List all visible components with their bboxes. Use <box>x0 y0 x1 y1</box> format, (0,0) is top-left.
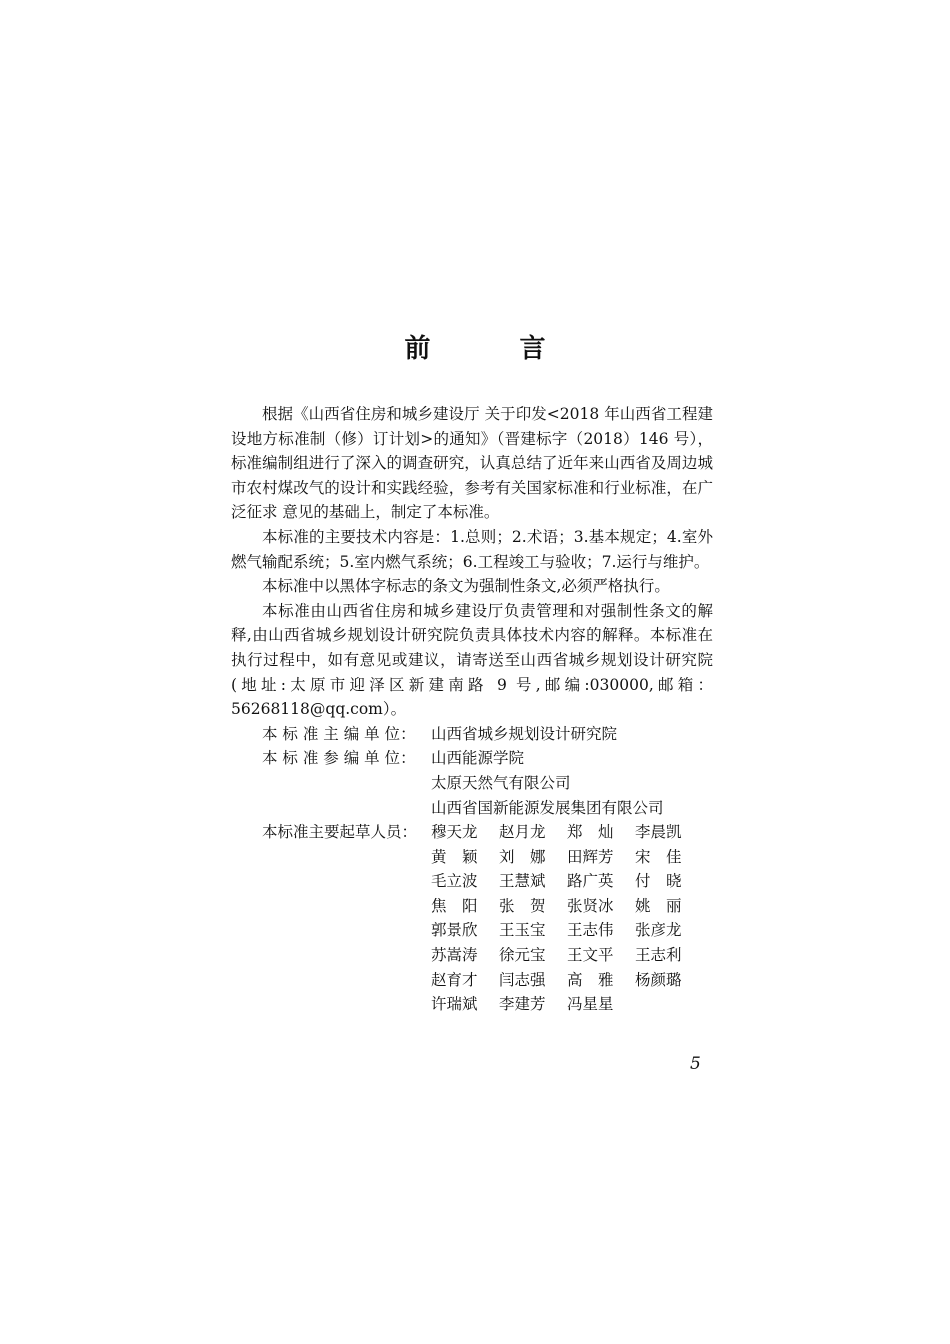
drafter-name: 张彦龙 <box>635 921 682 940</box>
drafter-name: 田辉芳 <box>567 847 614 866</box>
drafters-names <box>431 820 713 1017</box>
drafter-name: 郑 灿 <box>567 823 614 842</box>
drafter-name: 路广英 <box>567 872 614 891</box>
paragraph-contents: 本标准的主要技术内容是：1.总则；2.术语；3.基本规定；4.室外燃气输配系统；5.室内燃气系统；6.工程竣工与验收；7.运行与维护。 <box>231 527 713 571</box>
drafter-name: 付 晓 <box>635 872 682 891</box>
drafter-name: 王文平 <box>567 946 614 965</box>
drafters-row <box>231 820 713 1017</box>
drafter-name: 王玉宝 <box>499 921 546 940</box>
drafter-name: 李晨凯 <box>635 823 682 842</box>
drafter-name: 黄 颖 <box>431 847 478 866</box>
chief-unit-row <box>231 722 713 747</box>
chief-unit-value: 山西省城乡规划设计研究院 <box>431 724 618 743</box>
participating-unit-value: 山西能源学院 <box>431 749 525 768</box>
drafter-name: 郭景欣 <box>431 921 478 940</box>
drafter-name: 王慧斌 <box>499 872 546 891</box>
drafter-name: 焦 阳 <box>431 896 478 915</box>
drafter-name: 穆天龙 <box>431 823 478 842</box>
page-title: 前 言 <box>404 334 586 364</box>
drafter-name: 王志利 <box>635 946 682 965</box>
participating-unit-label: 本 标 准 参 编 单 位： <box>262 749 416 768</box>
drafter-name: 高 雅 <box>567 970 614 989</box>
drafter-name: 宋 佳 <box>635 847 682 866</box>
drafter-name: 王志伟 <box>567 921 614 940</box>
paragraph-basis: 根据《山西省住房和城乡建设厅 关于印发<2018 年山西省工程建设地方标准制（修）订计划>的通知》（晋建标字（2018）146 号），标准编制组进行了深入的调查研究，认真总结了近年来山西省及周边城市农村煤改气的设计和实践经验，参考有关国家标准和行业标准，在广泛征求 意见的基础上，制定了本标准。 <box>231 405 713 522</box>
drafter-name: 许瑞斌 <box>431 995 478 1014</box>
preface-body <box>231 402 713 1017</box>
drafter-name: 杨颜璐 <box>635 970 682 989</box>
page-number: 5 <box>690 1054 701 1074</box>
drafter-name: 徐元宝 <box>499 946 546 965</box>
participating-unit-value: 山西省国新能源发展集团有限公司 <box>431 798 664 817</box>
drafter-name: 苏嵩涛 <box>431 946 478 965</box>
drafter-name: 姚 丽 <box>635 896 682 915</box>
drafter-name: 刘 娜 <box>499 847 546 866</box>
drafter-name: 闫志强 <box>499 970 546 989</box>
drafters-label: 本标准主要起草人员： <box>262 823 418 842</box>
paragraph-management: 本标准由山西省住房和城乡建设厅负责管理和对强制性条文的解释,由山西省城乡规划设计研究院负责具体技术内容的解释。本标准在执行过程中，如有意见或建议，请寄送至山西省城乡规划设计研究院(地址:太原市迎泽区新建南路 9 号,邮编:030000,邮箱：56268118@qq.com）。 <box>231 601 713 719</box>
drafter-name: 赵月龙 <box>499 823 546 842</box>
drafter-name: 张贤冰 <box>567 896 614 915</box>
drafter-name: 毛立波 <box>431 872 478 891</box>
drafter-name: 赵育才 <box>431 970 478 989</box>
participating-unit-row <box>231 796 713 821</box>
participating-unit-row <box>231 746 713 771</box>
drafter-name: 张 贺 <box>499 896 546 915</box>
participating-unit-row <box>231 771 713 796</box>
drafter-name: 李建芳 <box>499 995 546 1014</box>
paragraph-mandatory: 本标准中以黑体字标志的条文为强制性条文,必须严格执行。 <box>262 577 670 596</box>
participating-unit-value: 太原天然气有限公司 <box>431 773 571 792</box>
chief-unit-label: 本 标 准 主 编 单 位： <box>262 724 416 743</box>
drafter-name: 冯星星 <box>567 995 614 1014</box>
